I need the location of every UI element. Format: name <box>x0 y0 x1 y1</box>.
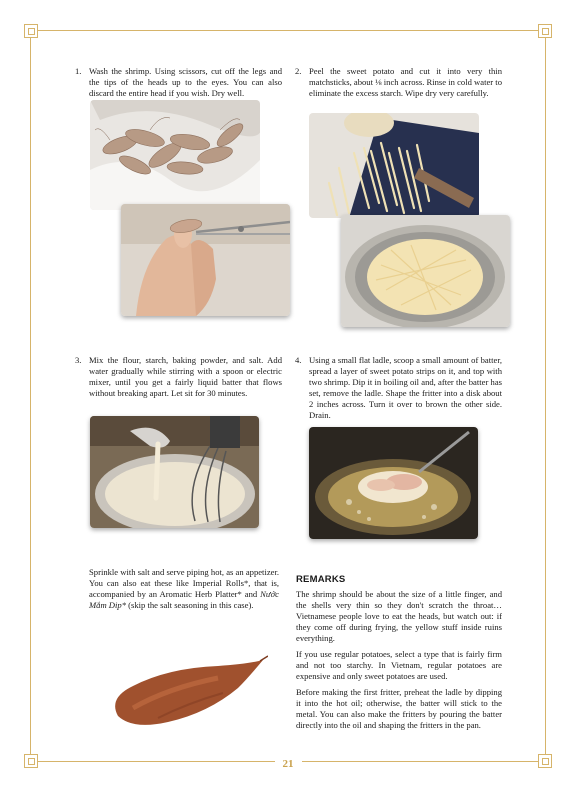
step-number: 4. <box>295 355 302 365</box>
sweet-potato-image <box>98 648 268 733</box>
photo-potato-matchsticks <box>309 113 479 218</box>
remarks-paragraph: Before making the first fritter, preheat the ladle by dipping it into the hot oil; otherwise, the batter will stick to the metal. You can also make the fritters by pouring the batter directly into the oil and shaping the fritters in the pan. <box>296 687 502 730</box>
step-text: Wash the shrimp. Using scissors, cut off the legs and the tips of the heads up to the eyes. You can also discard the entire head if you wish. Dry well. <box>89 66 282 98</box>
step-3 <box>75 355 282 399</box>
step-text: Peel the sweet potato and cut it into very thin matchsticks, about ⅛ inch across. Rinse in cold water to eliminate the excess starch. Wipe dry very carefully. <box>309 66 502 98</box>
serving-text-italic: Nước Mắm Dip* <box>89 589 279 610</box>
step-text: Using a small flat ladle, scoop a small amount of batter, spread a layer of sweet potato strips on it, and top with two shrimp. Dip it in boiling oil and, after the batter has set, remove the ladle. Shape the fritter into a disk about 2 inches across. Turn it over to brown the other side. Drain. <box>309 355 502 420</box>
step-1 <box>75 66 282 99</box>
border-corner-ornament <box>538 24 552 38</box>
step-4 <box>295 355 502 421</box>
border-corner-ornament <box>24 24 38 38</box>
serving-text: (skip the salt seasoning in this case). <box>126 600 254 610</box>
remarks-heading: REMARKS <box>296 574 346 585</box>
photo-frying-fritter <box>309 427 478 539</box>
step-number: 1. <box>75 66 82 76</box>
step-text: Mix the flour, starch, baking powder, and salt. Add water gradually while stirring with a spoon or electric mixer, until you get a fairly liquid batter that flows without breaking apart. Let sit for 30 minutes. <box>89 355 282 398</box>
serving-text: Sprinkle with salt and serve piping hot, as an appetizer. You can also eat these like Imperial Rolls*, that is, accompanied by an Aromatic Herb Platter* and <box>89 567 279 599</box>
photo-raw-shrimp <box>90 100 260 210</box>
step-number: 3. <box>75 355 82 365</box>
step-number: 2. <box>295 66 302 76</box>
serving-paragraph <box>89 567 279 611</box>
page-number-container <box>0 754 576 772</box>
step-2 <box>295 66 502 99</box>
remarks-paragraph: If you use regular potatoes, select a type that is fairly firm and not too starchy. In Vietnam, regular potatoes are expensive and only sweet potatoes are used. <box>296 649 502 681</box>
photo-potato-bowl <box>341 215 510 327</box>
photo-batter-whisk <box>90 416 259 528</box>
remarks-paragraph: The shrimp should be about the size of a little finger, and the shells very thin so they don't scratch the throat… Vietnamese people love to eat the heads, but watch out: if they come off during frying, the yellow stuff inside ruins everything. <box>296 589 502 643</box>
photo-cutting-shrimp <box>121 204 290 316</box>
page-number: 21 <box>275 758 302 770</box>
